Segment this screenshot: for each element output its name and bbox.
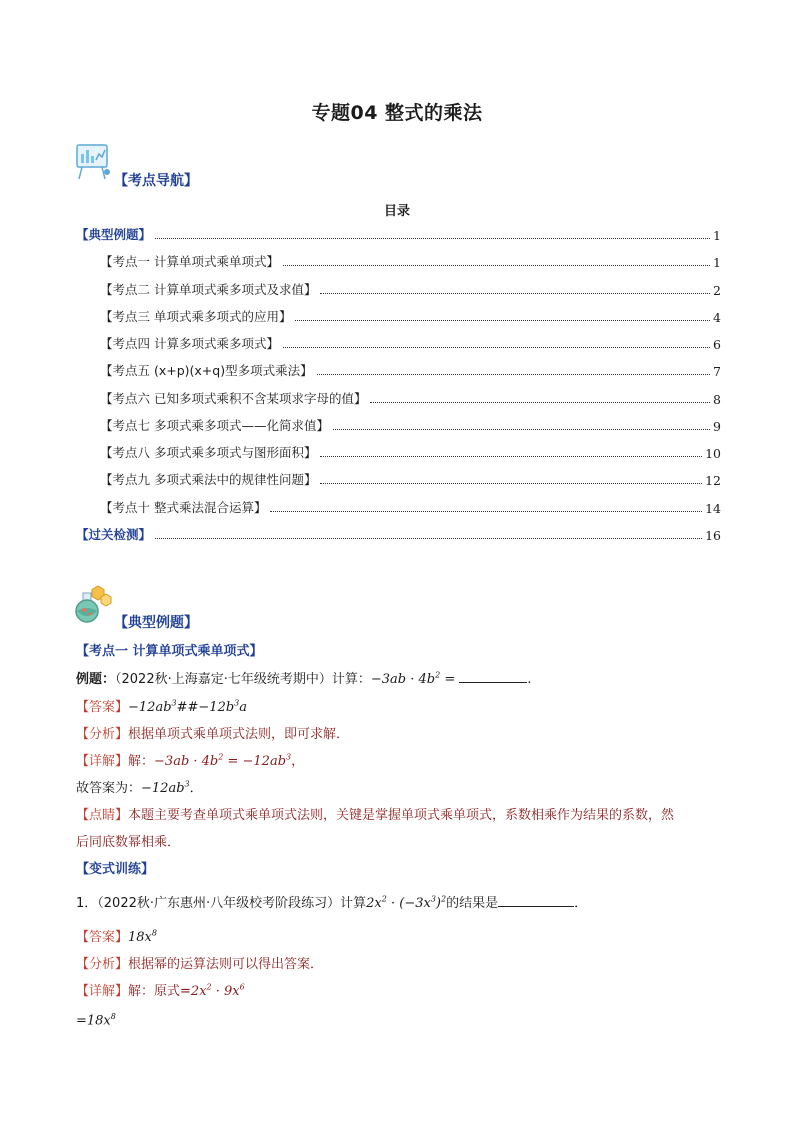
toc-item[interactable]: 【考点十 整式乘法混合运算】 14 bbox=[100, 500, 721, 516]
toc-item[interactable]: 【考点七 多项式乘多项式——化简求值】 9 bbox=[100, 418, 721, 434]
toc-item[interactable]: 【典型例题】 1 bbox=[76, 227, 721, 243]
toc-item[interactable]: 【过关检测】 16 bbox=[76, 527, 721, 543]
analysis-line: 【分析】根据幂的运算法则可以得出答案． bbox=[76, 957, 324, 972]
toc-item[interactable]: 【考点一 计算单项式乘单项式】 1 bbox=[100, 254, 721, 270]
toc-item[interactable]: 【考点九 多项式乘法中的规律性问题】 12 bbox=[100, 472, 721, 488]
variant-question-1: 1．（2022秋·广东惠州·八年级校考阶段练习）计算$2x^2 \cdot (-3x^3)^2$的结果是 ． bbox=[76, 894, 588, 911]
toc-item[interactable]: 【考点三 单项式乘多项式的应用】 4 bbox=[100, 309, 721, 325]
example-question: 例题：（2022秋·上海嘉定·七年级统考期中）计算：$-3ab \cdot 4b^2$ = . bbox=[76, 670, 532, 687]
toc-item[interactable]: 【考点六 已知多项式乘积不含某项求字母的值】 8 bbox=[100, 391, 721, 407]
toc-item[interactable]: 【考点二 计算单项式乘多项式及求值】 2 bbox=[100, 282, 721, 298]
toc-heading: 目录 bbox=[383, 204, 410, 219]
examples-section-title: 【典型例题】 bbox=[114, 615, 198, 631]
toc-item[interactable]: 【考点四 计算多项式乘多项式】 6 bbox=[100, 336, 721, 352]
final-answer-line: 故答案为：$-12ab^3$． bbox=[76, 779, 203, 796]
presentation-board-icon bbox=[74, 142, 114, 182]
answer-line: 【答案】$-12ab^3\#\#-12b^3a$ bbox=[76, 698, 248, 715]
detail-line: 【详解】解：原式$=2x^2 \cdot 9x^6$ bbox=[76, 982, 245, 999]
toc-item[interactable]: 【考点八 多项式乘多项式与图形面积】 10 bbox=[100, 445, 721, 461]
detail-line: 【详解】解：$-3ab \cdot 4b^2 = -12ab^3$， bbox=[76, 752, 305, 769]
answer-blank[interactable] bbox=[459, 670, 527, 683]
final-answer-line: $=18x^8$ bbox=[76, 1012, 116, 1029]
variant-section-title: 【变式训练】 bbox=[76, 862, 155, 877]
toc-item[interactable]: 【考点五 (x+p)(x+q)型多项式乘法】 7 bbox=[100, 363, 721, 379]
answer-line: 【答案】$18x^8$ bbox=[76, 928, 157, 945]
comment-line-2: 后同底数幂相乘． bbox=[76, 835, 181, 850]
topic-heading: 【考点一 计算单项式乘单项式】 bbox=[76, 644, 263, 659]
answer-blank[interactable] bbox=[498, 894, 574, 907]
analysis-line: 【分析】根据单项式乘单项式法则，即可求解． bbox=[76, 727, 350, 742]
nav-section-title: 【考点导航】 bbox=[114, 173, 198, 189]
flask-icon bbox=[72, 583, 112, 623]
page-title: 专题04 整式的乘法 bbox=[311, 102, 483, 124]
comment-line-1: 【点睛】本题主要考查单项式乘单项式法则，关键是掌握单项式乘单项式，系数相乘作为结果的系数，然 bbox=[76, 808, 675, 823]
